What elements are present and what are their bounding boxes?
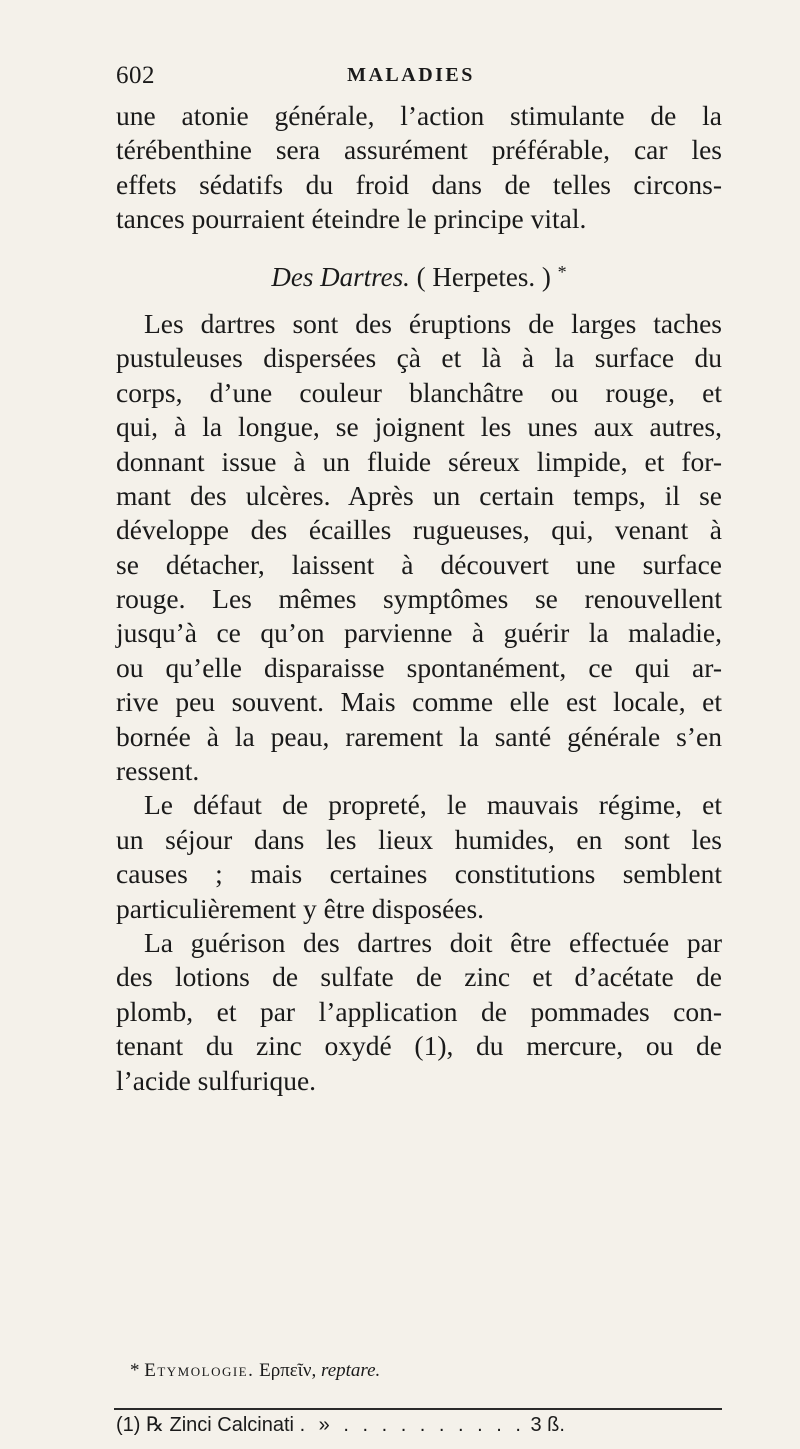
recipe-symbol: ℞ xyxy=(146,1414,164,1436)
recipe-dose: 3 ß. xyxy=(530,1414,565,1436)
text-line: mant des ulcères. Après un certain temps, il se xyxy=(116,479,722,511)
paragraph-3 xyxy=(116,788,722,926)
text-line: donnant issue à un fluide séreux limpide, et for- xyxy=(116,445,722,477)
text-line: l’acide sulfurique. xyxy=(116,1064,317,1096)
paragraph-2 xyxy=(116,307,722,788)
paragraph-4 xyxy=(116,926,722,1098)
recipe-leader-dots: . » . . . . . . . . . . xyxy=(299,1414,525,1436)
text-line: un séjour dans les lieux humides, en sont les xyxy=(116,823,722,855)
text-line: jusqu’à ce qu’on parvienne à guérir la maladie, xyxy=(116,617,722,649)
recipe-footnote xyxy=(116,1412,722,1437)
section-subtitle: ( Herpetes. ) xyxy=(416,261,551,292)
etymology-greek: Ερπεῖν xyxy=(259,1360,312,1381)
etymology-latin: reptare. xyxy=(321,1360,381,1381)
footnote-mark: * xyxy=(557,261,567,282)
text-line: tenant du zinc oxydé (1), du mercure, ou de xyxy=(116,1030,722,1062)
paragraph-1 xyxy=(116,99,722,237)
text-line: pustuleuses dispersées çà et là à la surface du xyxy=(116,342,722,374)
section-title: Des Dartres. xyxy=(271,261,410,292)
text-line: corps, d’une couleur blanchâtre ou rouge, et xyxy=(116,376,722,408)
page-header xyxy=(116,62,706,92)
text-line: particulièrement y être disposées. xyxy=(116,892,485,924)
recipe-text: Zinci Calcinati xyxy=(169,1414,294,1436)
text-line: tances pourraient éteindre le principe vital. xyxy=(116,203,587,235)
text-line: térébenthine sera assurément préférable, car les xyxy=(116,134,722,166)
section-heading xyxy=(116,255,722,292)
text-line: ou qu’elle disparaisse spontanément, ce qui ar- xyxy=(116,651,722,683)
etymology-label: Etymologie. xyxy=(144,1360,255,1381)
text-line: développe des écailles rugueuses, qui, venant à xyxy=(116,514,722,546)
page-number: 602 xyxy=(116,62,155,89)
text-line: effets sédatifs du froid dans de telles circons- xyxy=(116,168,722,200)
recipe-ref: (1) xyxy=(116,1414,141,1436)
text-line: une atonie générale, l’action stimulante de la xyxy=(116,100,722,131)
text-line: rouge. Les mêmes symptômes se renouvellent xyxy=(116,583,722,615)
page-body xyxy=(116,99,722,1098)
text-line: se détacher, laissent à découvert une surface xyxy=(116,548,722,580)
text-line: causes ; mais certaines constitutions semblent xyxy=(116,858,722,890)
text-line: Le défaut de propreté, le mauvais régime, et xyxy=(144,789,722,821)
text-line: plomb, et par l’application de pommades con- xyxy=(116,995,722,1027)
running-title: MALADIES xyxy=(347,64,475,86)
text-line: Les dartres sont des éruptions de larges taches xyxy=(144,307,722,339)
text-line: rive peu souvent. Mais comme elle est locale, et xyxy=(116,686,722,718)
text-line: bornée à la peau, rarement la santé générale s’en xyxy=(116,720,722,752)
text-line: des lotions de sulfate de zinc et d’acétate de xyxy=(116,961,722,993)
text-line: qui, à la longue, se joignent les unes aux autres, xyxy=(116,411,722,443)
text-line: ressent. xyxy=(116,755,200,787)
text-line: La guérison des dartres doit être effectuée par xyxy=(144,926,722,958)
footnote-mark: * xyxy=(130,1360,140,1381)
footnote-rule xyxy=(114,1408,722,1410)
etymology-footnote: * Etymologie. Ερπεῖν, reptare. xyxy=(116,1360,722,1382)
